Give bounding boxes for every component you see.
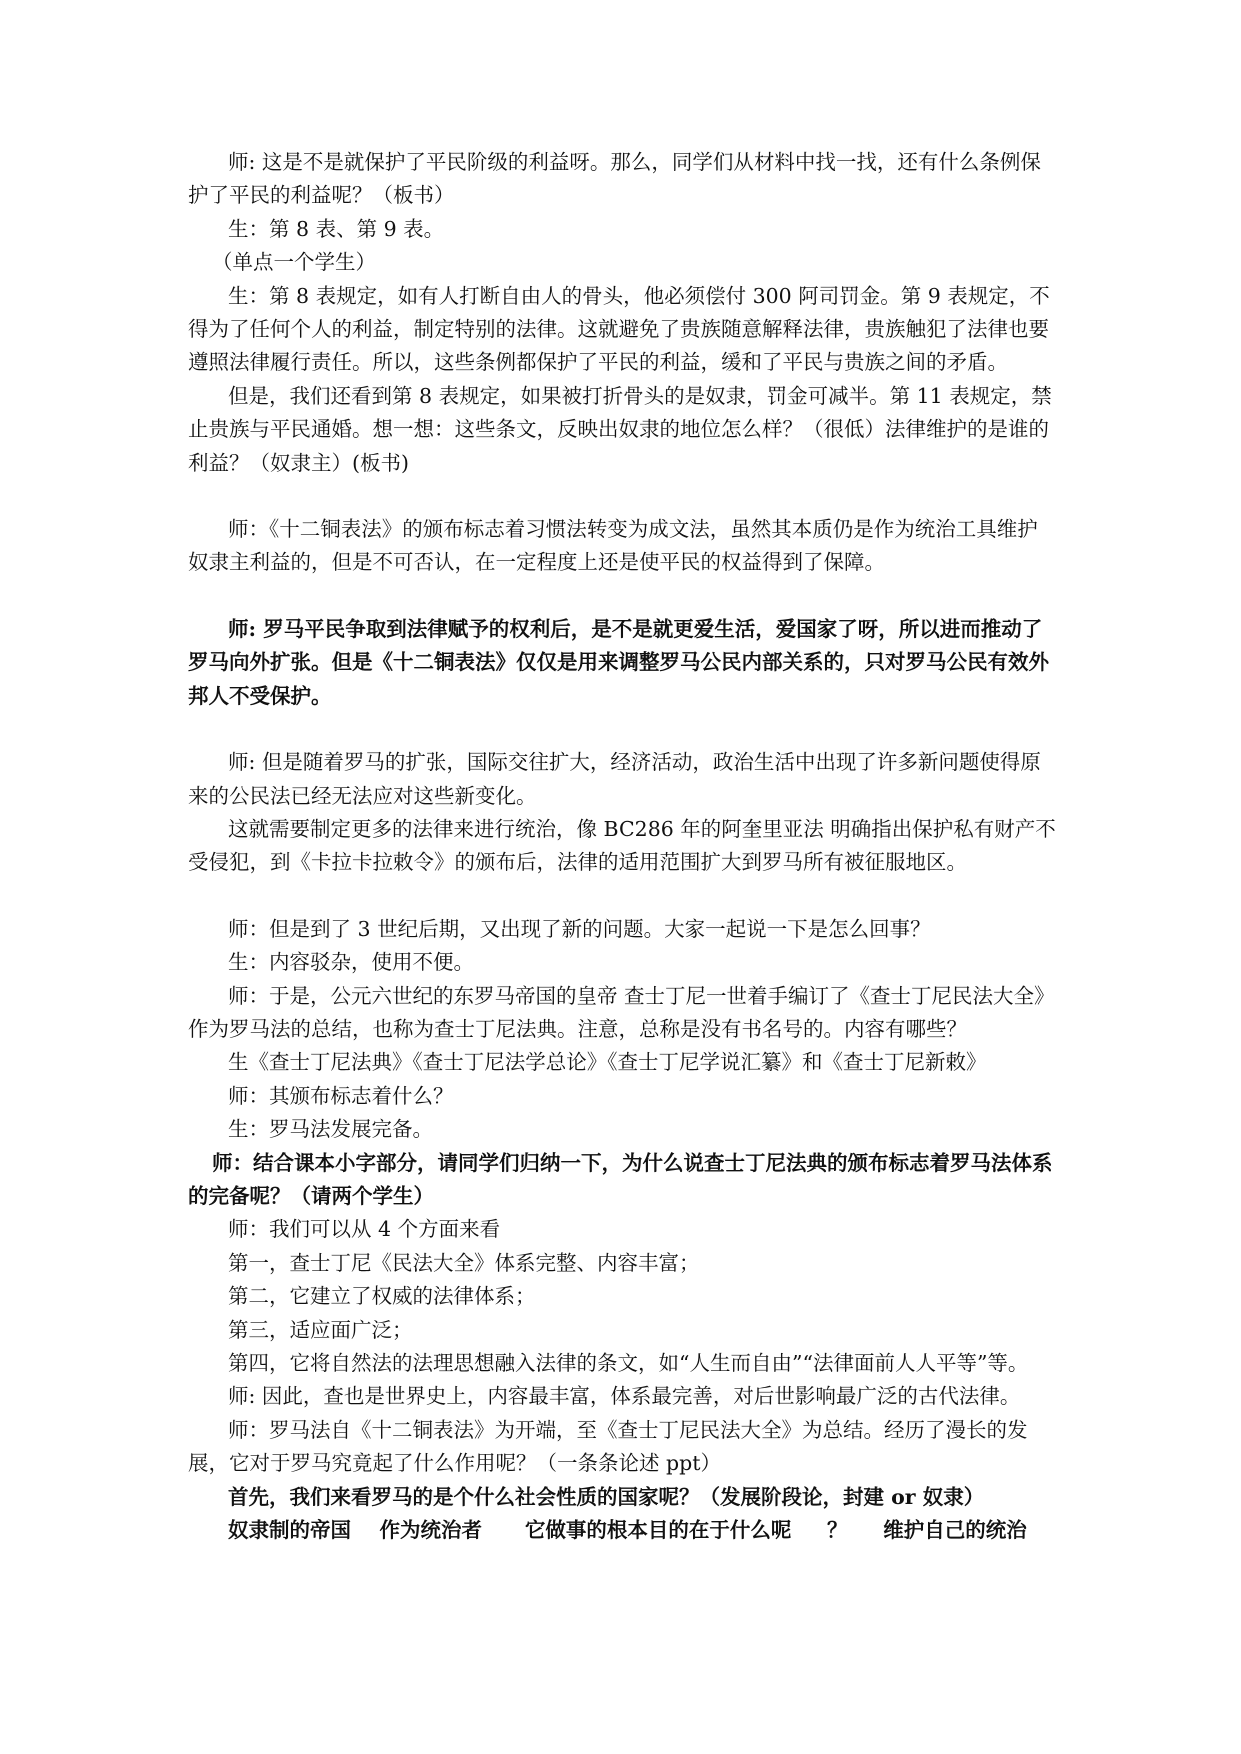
paragraph-student-answer: 生：第 8 表、第 9 表。 xyxy=(228,216,445,241)
paragraph-student-explanation: 生：第 8 表规定，如有人打断自由人的骨头，他必须偿付 300 阿司罚金。第 9 表规定，不得为了任何个人的利益，制定特别的法律。这就避免了贵族随意解释法律，贵族触犯了法律也要遵照法律履行责任。所以，这些条例都保护了平民的利益，缓和了平民与贵族之间的矛盾。 xyxy=(188,283,1050,375)
paragraph-second-point: 第二，它建立了权威的法律体系； xyxy=(228,1284,536,1309)
paragraph-twelve-tables-summary: 师：《十二铜表法》的颁布标志着习惯法转变为成文法，虽然其本质仍是作为统治工具维护奴隶主利益的，但是不可否认，在一定程度上还是使平民的权益得到了保障。 xyxy=(188,517,1038,575)
paragraph-bold-question: 师：结合课本小字部分，请同学们归纳一下，为什么说查士丁尼法典的颁布标志着罗马法体系的完备呢？（请两个学生） xyxy=(188,1150,1053,1208)
spacer xyxy=(188,880,1056,913)
paragraph-fourth-point: 第四，它将自然法的法理思想融入法律的条文，如“人生而自由”“法律面前人人平等”等。 xyxy=(228,1351,1029,1375)
paragraph-student-reply: 生：内容驳杂，使用不便。 xyxy=(228,950,474,975)
spacer xyxy=(188,480,1056,513)
paragraph-conclusion: 师: 因此，查也是世界史上，内容最丰富，体系最完善，对后世影响最广泛的古代法律。 xyxy=(228,1384,1021,1409)
paragraph-third-point: 第三，适应面广泛； xyxy=(228,1317,413,1342)
paragraph-expansion xyxy=(188,613,1056,713)
paragraph-bold-society: 首先，我们来看罗马的是个什么社会性质的国家呢？（发展阶段论，封建 or 奴隶） xyxy=(228,1484,985,1509)
paragraph-third-century: 师：但是到了 3 世纪后期，又出现了新的问题。大家一起说一下是怎么回事？ xyxy=(228,916,931,941)
paragraph-new-problems: 师: 但是随着罗马的扩张，国际交往扩大，经济活动，政治生活中出现了许多新问题使得原来的公民法已经无法应对这些新变化。 xyxy=(188,750,1041,808)
paragraph-significance-answer: 生：罗马法发展完备。 xyxy=(228,1117,433,1142)
paragraph-bold-empire: 奴隶制的帝国 作为统治者 它做事的根本目的在于什么呢 ？ 维护自己的统治 xyxy=(228,1518,1027,1543)
paragraph-four-aspects: 师：我们可以从 4 个方面来看 xyxy=(228,1217,501,1242)
document-body xyxy=(188,146,1056,1547)
paragraph-roman-law-role: 师：罗马法自《十二铜表法》为开端，至《查士丁尼民法大全》为总结。经历了漫长的发展，它对于罗马究竟起了什么作用呢？（一条条论述 ppt） xyxy=(188,1417,1028,1476)
paragraph-justinian: 师：于是，公元六世纪的东罗马帝国的皇帝 查士丁尼一世着手编订了《查士丁尼民法大全》作为罗马法的总结，也称为查士丁尼法典。注意，总称是没有书名号的。内容有哪些？ xyxy=(188,983,1055,1041)
paragraph-justinian-contents: 生《查士丁尼法典》《查士丁尼法学总论》《查士丁尼学说汇纂》和《查士丁尼新敕》 xyxy=(228,1050,987,1075)
paragraph-note: （单点一个学生） xyxy=(212,250,376,275)
spacer xyxy=(188,580,1056,613)
paragraph-more-laws: 这就需要制定更多的法律来进行统治，像 BC286 年的阿奎里亚法 明确指出保护私有财产不受侵犯，到《卡拉卡拉敕令》的颁布后，法律的适用范围扩大到罗马所有被征服地区。 xyxy=(188,816,1056,875)
paragraph-slave-status: 但是，我们还看到第 8 表规定，如果被打折骨头的是奴隶，罚金可减半。第 11 表规定，禁止贵族与平民通婚。想一想：这些条文，反映出奴隶的地位怎么样？（很低）法律维护的是谁的利益？（奴隶主）(板书) xyxy=(188,383,1052,475)
paragraph-significance-question: 师：其颁布标志着什么？ xyxy=(228,1083,454,1108)
paragraph-first-point: 第一，查士丁尼《民法大全》体系完整、内容丰富； xyxy=(228,1250,700,1275)
spacer xyxy=(188,713,1056,746)
paragraph-teacher-question: 师: 这是不是就保护了平民阶级的利益呀。那么，同学们从材料中找一找，还有什么条例保护了平民的利益呢？（板书） xyxy=(188,150,1041,208)
teacher-label-text: 师: 罗马平民争取到法律赋予的权利后，是不是就更爱生活，爱国家了呀，所以进而推动了罗马向外扩张。但是《十二铜表法》 xyxy=(188,616,1043,675)
emphasis-text: 仅仅是用来调整罗马公民内部关系的，只对罗马公民有效外邦人不受保护。 xyxy=(188,650,1049,708)
